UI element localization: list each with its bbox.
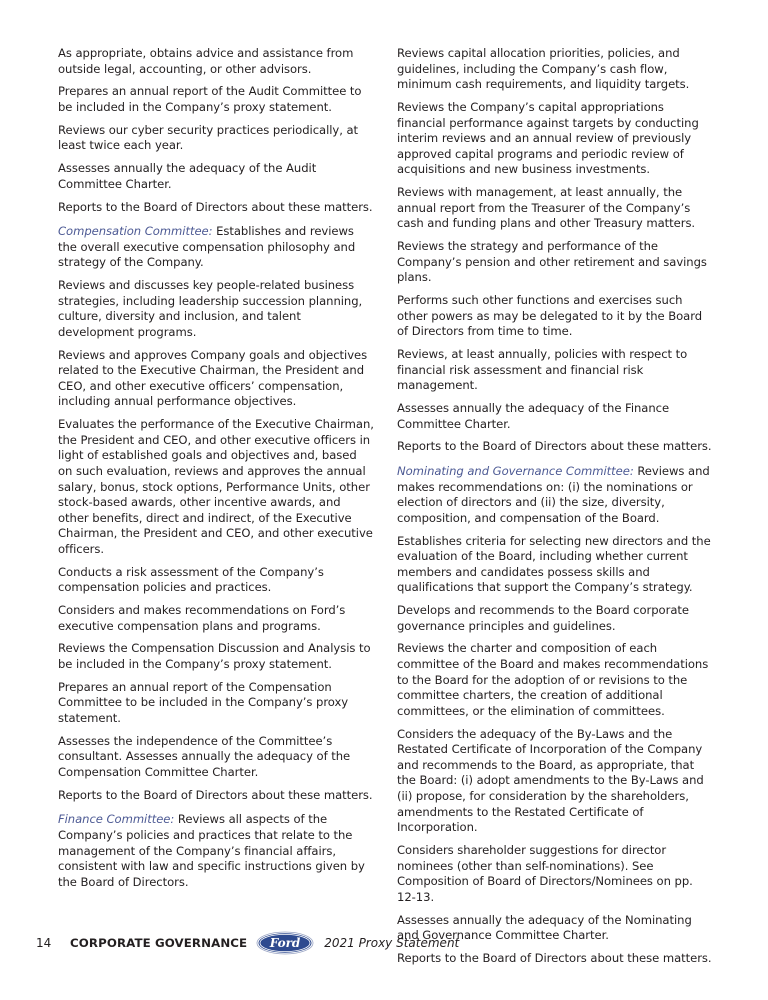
paragraph (58, 84, 374, 115)
paragraph-text: Establishes criteria for selecting new directors and the evaluation of the Board, including whether current members and candidates possess skills and qualifications that support the Company’s strategy. (397, 533, 711, 595)
paragraph (397, 185, 713, 232)
paragraph-text: As appropriate, obtains advice and assistance from outside legal, accounting, or other advisors. (58, 46, 354, 76)
paragraph-text: Reviews and makes recommendations on: (i) the nominations or election of directors and (ii) the size, diversity, composition, and compensation of the Board. (397, 463, 710, 525)
paragraph-text: Assesses the independence of the Committee’s consultant. Assesses annually the adequacy of the Compensation Committee Charter. (58, 733, 351, 779)
paragraph (397, 534, 713, 596)
paragraph-text: Reports to the Board of Directors about these matters. (397, 950, 712, 965)
paragraph-text: Reviews the Compensation Discussion and Analysis to be included in the Company’s proxy statement. (58, 641, 371, 672)
paragraph-text: Reviews and approves Company goals and objectives related to the Executive Chairman, the President and CEO, and other executive officers’ compensation, including annual performance objectives. (58, 347, 368, 409)
paragraph-text: Develops and recommends to the Board corporate governance principles and guidelines. (397, 603, 689, 633)
paragraph (58, 123, 374, 154)
paragraph-text: Reports to the Board of Directors about these matters. (397, 439, 712, 454)
paragraph-text: Evaluates the performance of the Executive Chairman, the President and CEO, and other executive officers in light of established goals and objectives and, based on such evaluation, reviews and approves the annual salary, bonus, stock options, Performance Units, other stock-based awards, other incentive awards, and other benefits, direct and indirect, of the Executive Chairman, the President and CEO, and other executive officers. (58, 417, 374, 556)
paragraph (58, 200, 374, 216)
paragraph-text: Reports to the Board of Directors about these matters. (58, 787, 373, 802)
paragraph-text: Considers and makes recommendations on Ford’s executive compensation plans and programs. (58, 603, 346, 633)
paragraph (58, 603, 374, 634)
paragraph (58, 278, 374, 340)
paragraph-text: Considers the adequacy of the By-Laws and the Restated Certificate of Incorporation of the Company and recommends to the Board, as appropriate, that the Board: (i) adopt amendments to the By-Laws and (ii) propose, for consideration by the shareholders, amendments to the Restated Certificate of Incorporation. (397, 726, 704, 835)
paragraph (58, 565, 374, 596)
compensation-committee-intro (58, 224, 374, 271)
left-column (58, 46, 374, 898)
document-title: 2021 Proxy Statement (324, 936, 460, 950)
paragraph-text: Reviews all aspects of the Company’s policies and practices that relate to the management of the Company’s financial affairs, consistent with law and specific instructions given by the Board of Directors. (58, 812, 365, 889)
paragraph (397, 843, 713, 905)
paragraph (397, 293, 713, 340)
committee-heading: Nominating and Governance Committee: (397, 463, 634, 478)
nominating-committee-intro (397, 464, 713, 526)
paragraph-text: Prepares an annual report of the Compensation Committee to be included in the Company’s proxy statement. (58, 679, 349, 726)
page-number: 14 (36, 936, 52, 950)
paragraph (397, 641, 713, 719)
paragraph (397, 603, 713, 634)
paragraph (397, 100, 713, 178)
paragraph (397, 239, 713, 286)
paragraph-text: Reviews, at least annually, policies with respect to financial risk assessment and financial risk management. (397, 347, 688, 393)
paragraph (58, 680, 374, 727)
paragraph-text: Performs such other functions and exercises such other powers as may be delegated to it by the Board of Directors from time to time. (397, 293, 703, 339)
paragraph (397, 727, 713, 836)
committee-heading: Finance Committee: (58, 812, 175, 827)
paragraph (397, 951, 713, 967)
paragraph-text: Conducts a risk assessment of the Company’s compensation policies and practices. (58, 564, 324, 595)
paragraph-text: Reviews the Company’s capital appropriations financial performance against targets by conducting interim reviews and an annual review of previously approved capital programs and periodic review of acquisitions and new business investments. (397, 99, 699, 177)
paragraph-text: Considers shareholder suggestions for director nominees (other than self-nominations). See Composition of Board of Directors/Nominees on pp. 12-13. (397, 842, 693, 904)
paragraph (58, 348, 374, 410)
paragraph (58, 417, 374, 557)
right-column (397, 46, 713, 974)
paragraph (58, 46, 374, 77)
paragraph-text: Assesses annually the adequacy of the Finance Committee Charter. (397, 401, 670, 431)
section-title: CORPORATE GOVERNANCE (70, 936, 248, 950)
ford-logo-text: Ford (269, 936, 301, 950)
paragraph-text: Prepares an annual report of the Audit Committee to be included in the Company’s proxy statement. (58, 84, 362, 114)
committee-heading: Compensation Committee: (58, 224, 213, 239)
paragraph-text: Reports to the Board of Directors about these matters. (58, 199, 373, 214)
paragraph-text: Reviews our cyber security practices periodically, at least twice each year. (58, 122, 359, 153)
finance-committee-intro (58, 812, 374, 890)
paragraph (397, 439, 713, 455)
paragraph (58, 734, 374, 781)
paragraph-text: Reviews capital allocation priorities, policies, and guidelines, including the Company’s cash flow, minimum cash requirements, and liquidity targets. (397, 46, 690, 92)
paragraph (397, 46, 713, 93)
paragraph (58, 161, 374, 192)
paragraph-text: Reviews with management, at least annually, the annual report from the Treasurer of the Company’s cash and funding plans and other Treasury matters. (397, 185, 696, 231)
paragraph-text: Establishes and reviews the overall executive compensation philosophy and strategy of the Company. (58, 224, 356, 270)
paragraph (397, 401, 713, 432)
paragraph-text: Reviews the strategy and performance of the Company’s pension and other retirement and savings plans. (397, 239, 707, 285)
paragraph (58, 641, 374, 672)
paragraph (397, 347, 713, 394)
page-footer (36, 934, 459, 952)
ford-logo-icon (256, 931, 314, 955)
paragraph (58, 788, 374, 804)
paragraph-text: Assesses annually the adequacy of the Nominating and Governance Committee Charter. (397, 912, 692, 943)
paragraph-text: Assesses annually the adequacy of the Audit Committee Charter. (58, 161, 317, 191)
paragraph-text: Reviews the charter and composition of each committee of the Board and makes recommendations to the Board for the adoption of or revisions to the committee charters, the creation of additional committees, or the elimination of committees. (397, 641, 709, 718)
paragraph-text: Reviews and discusses key people-related business strategies, including leadership succession planning, culture, diversity and inclusion, and talent development programs. (58, 278, 363, 339)
